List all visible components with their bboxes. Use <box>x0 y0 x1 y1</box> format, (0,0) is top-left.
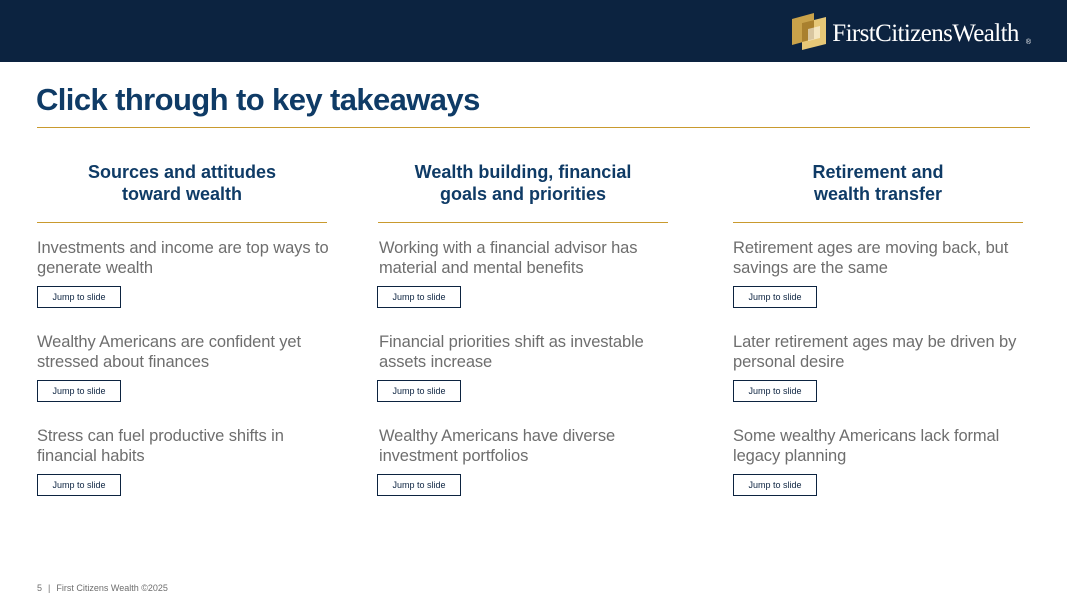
takeaway-text: Retirement ages are moving back, but savings are the same <box>733 239 1009 277</box>
jump-to-slide-button[interactable]: Jump to slide <box>733 286 817 308</box>
jump-to-slide-button[interactable]: Jump to slide <box>377 380 461 402</box>
jump-to-slide-button[interactable]: Jump to slide <box>37 474 121 496</box>
takeaway-text: Later retirement ages may be driven by personal desire <box>733 333 1017 371</box>
jump-to-slide-button[interactable]: Jump to slide <box>37 286 121 308</box>
registered-mark: ® <box>1025 38 1031 46</box>
brand-logo[interactable] <box>792 12 1031 50</box>
takeaway-text: Working with a financial advisor has material and mental benefits <box>379 239 638 277</box>
brand-name: FirstCitizensWealth <box>832 20 1019 47</box>
column-heading: Wealth building, financial goals and priorities <box>414 162 632 204</box>
header-bar <box>0 0 1067 62</box>
takeaway-item <box>733 426 1029 496</box>
takeaway-item <box>379 332 675 402</box>
jump-to-slide-button[interactable]: Jump to slide <box>377 286 461 308</box>
takeaway-item <box>733 332 1029 402</box>
takeaway-item <box>37 332 333 402</box>
column-divider <box>733 222 1023 223</box>
jump-to-slide-button[interactable]: Jump to slide <box>733 474 817 496</box>
footer-separator: | <box>48 583 51 593</box>
takeaway-text: Stress can fuel productive shifts in financial habits <box>37 427 284 465</box>
jump-to-slide-button[interactable]: Jump to slide <box>37 380 121 402</box>
takeaway-item <box>733 238 1029 308</box>
takeaway-item <box>379 426 675 496</box>
takeaway-column-wealth-building <box>378 160 668 490</box>
page-title: Click through to key takeaways <box>36 82 480 117</box>
copyright-text: First Citizens Wealth ©2025 <box>56 583 168 593</box>
takeaway-text: Some wealthy Americans lack formal legacy planning <box>733 427 1000 465</box>
footer <box>37 583 168 593</box>
column-heading: Retirement and wealth transfer <box>812 162 944 204</box>
takeaway-text: Investments and income are top ways to generate wealth <box>37 239 329 277</box>
brand-emblem-icon <box>792 13 826 50</box>
column-divider <box>378 222 668 223</box>
title-divider <box>37 127 1030 128</box>
takeaway-column-sources <box>37 160 329 490</box>
jump-to-slide-button[interactable]: Jump to slide <box>733 380 817 402</box>
takeaway-item <box>37 238 333 308</box>
takeaway-text: Financial priorities shift as investable assets increase <box>379 333 644 371</box>
takeaway-item <box>37 426 333 496</box>
page-number: 5 <box>37 583 43 593</box>
takeaway-text: Wealthy Americans are confident yet stressed about finances <box>37 333 301 371</box>
jump-to-slide-button[interactable]: Jump to slide <box>377 474 461 496</box>
takeaway-text: Wealthy Americans have diverse investment portfolios <box>379 427 616 465</box>
takeaway-column-retirement <box>733 160 1023 490</box>
column-divider <box>37 222 327 223</box>
takeaway-item <box>379 238 675 308</box>
column-heading: Sources and attitudes toward wealth <box>87 162 277 204</box>
